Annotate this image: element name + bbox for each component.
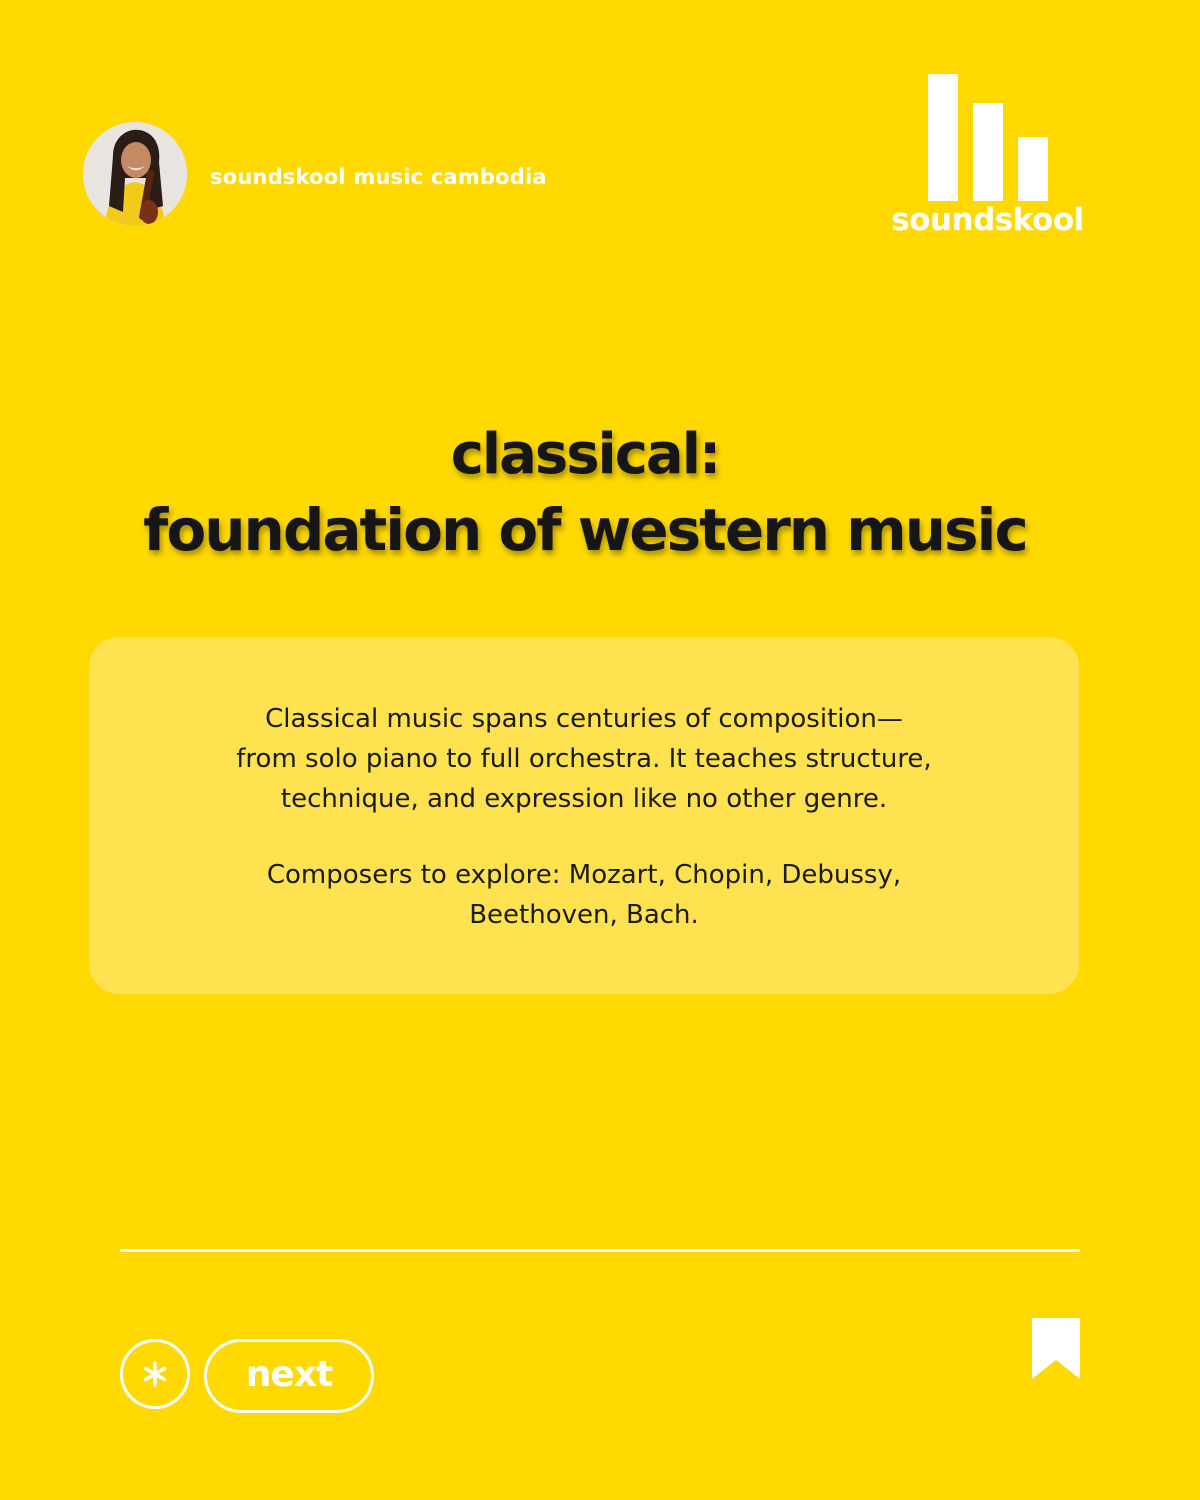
avatar-photo-icon — [83, 122, 187, 226]
title-line-2: foundation of western music — [143, 496, 1027, 564]
soundskool-logo — [890, 72, 1085, 242]
equalizer-bars-logo-icon — [926, 72, 1050, 202]
account-name[interactable]: soundskool music cambodia — [210, 165, 547, 189]
composers-paragraph: Composers to explore: Mozart, Chopin, Debussy, Beethoven, Bach. — [266, 860, 902, 930]
profile-avatar[interactable] — [83, 122, 187, 226]
page-title — [0, 418, 1170, 568]
divider — [120, 1249, 1080, 1252]
description-paragraph: Classical music spans centuries of composition— from solo piano to full orchestra. It teaches structure, technique, and expression like no other genre. — [236, 704, 932, 814]
logo-text: soundskool — [891, 202, 1084, 238]
bookmark-icon — [1031, 1318, 1081, 1380]
star-button[interactable] — [120, 1339, 190, 1409]
asterisk-icon — [142, 1361, 168, 1387]
next-button[interactable]: next — [204, 1339, 374, 1413]
description-card — [89, 637, 1079, 994]
bookmark-button[interactable] — [1031, 1318, 1081, 1380]
title-line-1: classical: — [450, 422, 720, 487]
